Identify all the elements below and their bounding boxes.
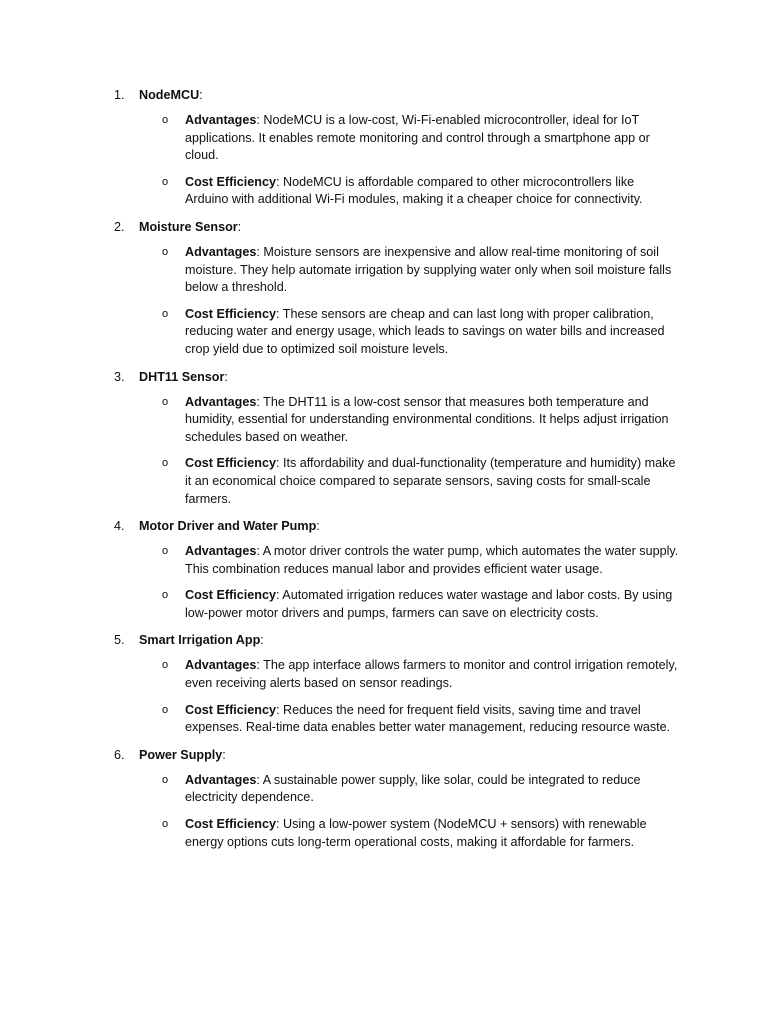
bullet-icon: o bbox=[162, 773, 169, 786]
item-text: Reduces the need for frequent field visits, saving time and travel expenses. Real-time data enables better water management, reducing resource waste. bbox=[185, 702, 671, 735]
item-term: Advantages bbox=[185, 544, 257, 559]
section-number: 3. bbox=[114, 369, 125, 384]
heading-colon: : bbox=[237, 219, 242, 234]
bullet-icon: o bbox=[162, 659, 169, 672]
item-text: Its affordability and dual-functionality (temperature and humidity) make it an economical choice compared to separate sensors, saving costs for small-scale farmers. bbox=[185, 456, 676, 506]
list-item bbox=[114, 112, 680, 165]
bullet-list bbox=[114, 244, 680, 359]
section-heading bbox=[114, 746, 680, 764]
section-heading bbox=[114, 368, 680, 386]
heading-colon: : bbox=[260, 633, 264, 648]
bullet-icon: o bbox=[162, 818, 169, 831]
item-text: A sustainable power supply, like solar, could be integrated to reduce electricity dependence. bbox=[185, 772, 641, 805]
heading-colon: : bbox=[316, 519, 320, 534]
item-term: Cost Efficiency bbox=[185, 456, 276, 471]
section-dht11-sensor bbox=[114, 368, 680, 509]
item-separator: : bbox=[256, 244, 264, 259]
item-separator: : bbox=[256, 658, 264, 673]
section-heading bbox=[114, 517, 680, 535]
item-separator: : bbox=[256, 772, 263, 787]
section-smart-irrigation-app bbox=[114, 631, 680, 736]
bullet-icon: o bbox=[162, 545, 169, 558]
bullet-icon: o bbox=[162, 703, 169, 716]
heading-colon: : bbox=[199, 88, 203, 102]
section-moisture-sensor bbox=[114, 218, 680, 359]
section-number: 5. bbox=[114, 633, 125, 648]
item-term: Cost Efficiency bbox=[185, 174, 276, 189]
section-title: Power Supply bbox=[139, 747, 223, 762]
section-title: Motor Driver and Water Pump bbox=[139, 519, 317, 534]
item-text: The DHT11 is a low-cost sensor that measures both temperature and humidity, essential for understanding environmental conditions. It helps adjust irrigation schedules based on weather. bbox=[185, 394, 669, 444]
section-heading bbox=[114, 218, 680, 236]
item-text: These sensors are cheap and can last long with proper calibration, reducing water and energy usage, which leads to savings on water bills and increased crop yield due to optimized soil moisture levels. bbox=[185, 306, 665, 356]
item-separator: : bbox=[275, 456, 283, 471]
list-item bbox=[114, 772, 680, 807]
bullet-list bbox=[114, 543, 680, 622]
bullet-list bbox=[114, 394, 680, 509]
heading-colon: : bbox=[224, 369, 228, 384]
bullet-icon: o bbox=[162, 245, 169, 258]
bullet-icon: o bbox=[162, 589, 169, 602]
section-heading bbox=[114, 86, 680, 104]
item-text: Moisture sensors are inexpensive and allow real-time monitoring of soil moisture. They help automate irrigation by supplying water only when soil moisture falls below a threshold. bbox=[185, 244, 672, 295]
item-term: Advantages bbox=[185, 658, 257, 673]
item-term: Cost Efficiency bbox=[185, 702, 276, 717]
item-separator: : bbox=[275, 306, 283, 321]
item-term: Advantages bbox=[185, 394, 257, 409]
section-number: 1. bbox=[114, 88, 125, 102]
item-term: Advantages bbox=[185, 772, 257, 787]
list-item bbox=[114, 702, 680, 737]
section-motor-driver-water-pump bbox=[114, 517, 680, 622]
section-title: DHT11 Sensor bbox=[139, 369, 225, 384]
item-separator: : bbox=[275, 588, 283, 603]
section-nodemcu bbox=[114, 86, 680, 209]
heading-colon: : bbox=[222, 747, 226, 762]
item-term: Cost Efficiency bbox=[185, 817, 276, 832]
item-text: A motor driver controls the water pump, which automates the water supply. This combination reduces manual labor and provides efficient water usage. bbox=[185, 544, 679, 576]
item-term: Cost Efficiency bbox=[185, 588, 276, 603]
bullet-list bbox=[114, 112, 680, 209]
item-separator: : bbox=[275, 702, 283, 717]
item-separator: : bbox=[275, 174, 283, 189]
item-text: Using a low-power system (NodeMCU + sensors) with renewable energy options cuts long-term operational costs, making it affordable for farmers. bbox=[185, 817, 647, 849]
section-title: Moisture Sensor bbox=[139, 219, 238, 234]
item-text: Automated irrigation reduces water wastage and labor costs. By using low-power motor drivers and pumps, farmers can save on electricity costs. bbox=[185, 588, 673, 620]
list-item bbox=[114, 306, 680, 359]
section-number: 2. bbox=[114, 219, 125, 234]
item-separator: : bbox=[275, 817, 283, 832]
list-item bbox=[114, 543, 680, 578]
list-item bbox=[114, 394, 680, 447]
list-item bbox=[114, 174, 680, 209]
component-list bbox=[114, 86, 680, 851]
item-text: The app interface allows farmers to monitor and control irrigation remotely, even receiving alerts based on sensor readings. bbox=[185, 658, 678, 691]
item-term: Cost Efficiency bbox=[185, 306, 276, 321]
item-text: NodeMCU is affordable compared to other microcontrollers like Arduino with additional Wi-Fi modules, making it a cheaper choice for connectivity. bbox=[185, 174, 643, 207]
section-number: 4. bbox=[114, 519, 125, 534]
item-text: NodeMCU is a low-cost, Wi-Fi-enabled microcontroller, ideal for IoT applications. It enables remote monitoring and control through a smartphone app or cloud. bbox=[185, 113, 650, 163]
list-item bbox=[114, 455, 680, 508]
item-separator: : bbox=[256, 394, 264, 409]
list-item bbox=[114, 587, 680, 622]
bullet-icon: o bbox=[162, 457, 169, 470]
bullet-list bbox=[114, 772, 680, 851]
list-item bbox=[114, 816, 680, 851]
section-title: NodeMCU bbox=[139, 88, 200, 102]
list-item bbox=[114, 244, 680, 297]
section-heading bbox=[114, 631, 680, 649]
item-separator: : bbox=[256, 113, 264, 127]
item-term: Advantages bbox=[185, 244, 257, 259]
list-item bbox=[114, 657, 680, 692]
item-separator: : bbox=[256, 544, 263, 559]
item-term: Advantages bbox=[185, 113, 257, 127]
bullet-icon: o bbox=[162, 307, 169, 320]
section-number: 6. bbox=[114, 747, 125, 762]
bullet-list bbox=[114, 657, 680, 736]
bullet-icon: o bbox=[162, 395, 169, 408]
section-title: Smart Irrigation App bbox=[139, 633, 261, 648]
bullet-icon: o bbox=[162, 114, 169, 126]
bullet-icon: o bbox=[162, 175, 169, 188]
section-power-supply bbox=[114, 746, 680, 851]
